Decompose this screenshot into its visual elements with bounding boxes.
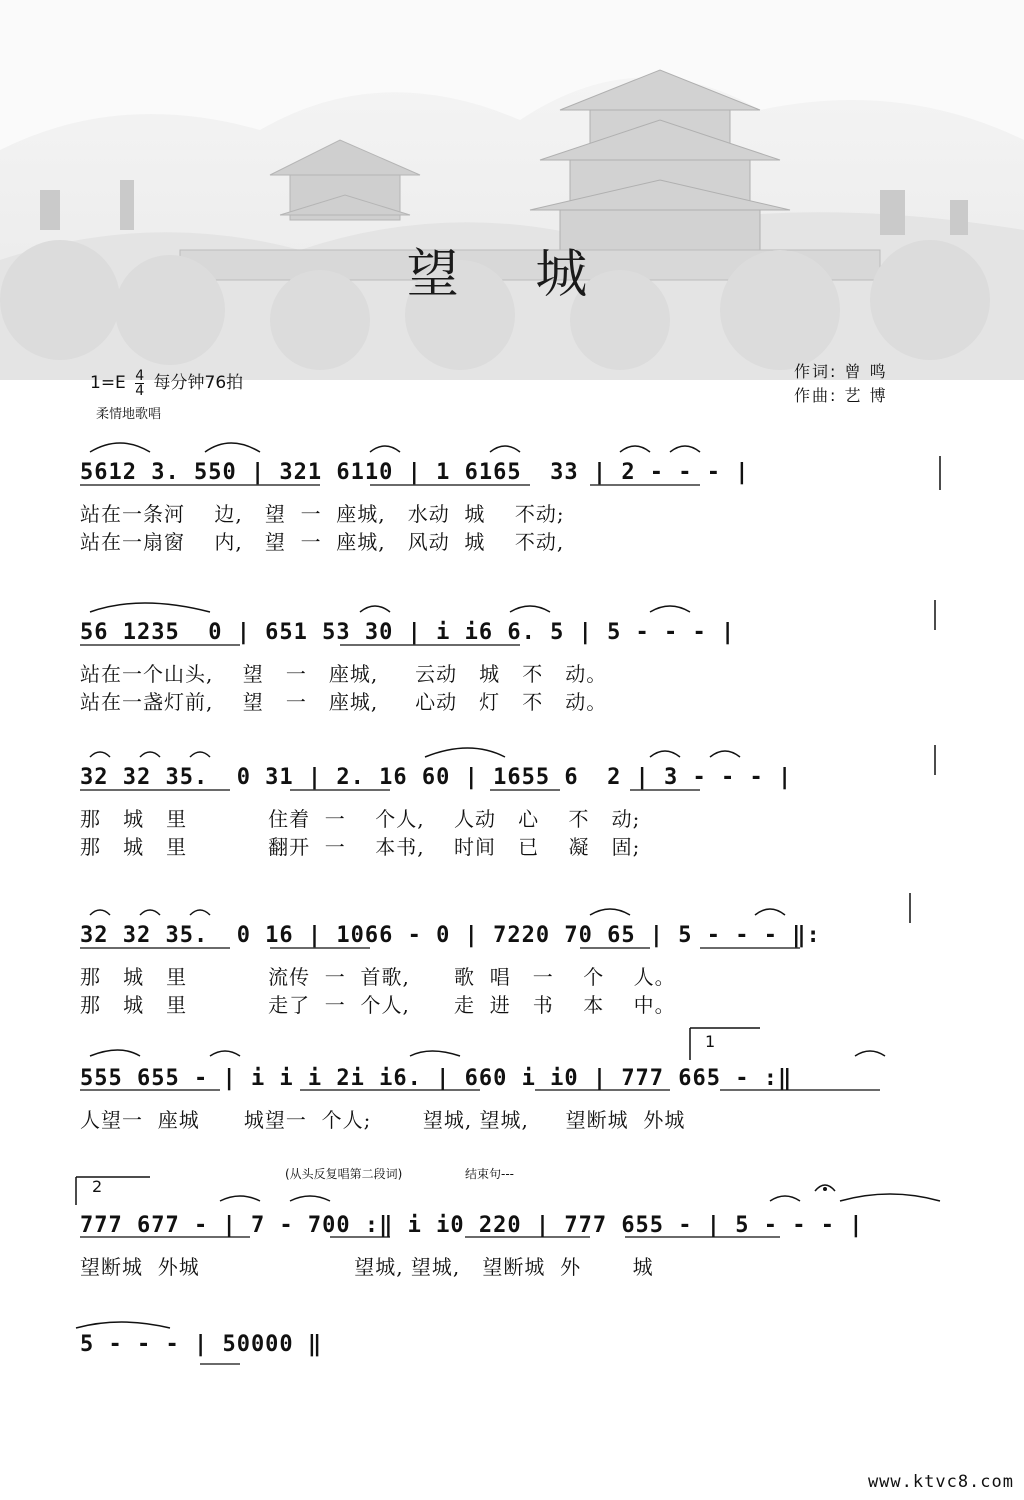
ending-phrase-label: 结束句--- <box>465 1167 514 1181</box>
row-1-lyric-verse-1: 站在一条河 边, 望 一 座城, 水动 城 不动; <box>80 502 565 526</box>
time-signature-bottom: 4 <box>135 382 145 399</box>
key-signature: 1=E <box>90 373 126 393</box>
row-4-lyric-verse-2: 那 城 里 走了 一 个人, 走 进 书 本 中。 <box>80 993 676 1017</box>
score-row-6 <box>80 1167 960 1295</box>
score-row-3 <box>80 745 960 865</box>
row-5-notes: 555 655 - | i i i 2i i6. | 660 i i0 | 777 665 - :‖ <box>80 1066 793 1091</box>
row-7-notes: 5 - - - | 50000 ‖ <box>80 1332 323 1357</box>
expression-marking: 柔情地歌唱 <box>96 407 162 422</box>
row-4-notes: 32 32 35. 0 16 | 1066 - 0 | 7220 70 65 | 5 - - - ‖: <box>80 923 821 948</box>
score-row-4 <box>80 903 960 1023</box>
score-row-2 <box>80 600 960 720</box>
row-6-notes: 777 677 - | 7 - 700 :‖ i i0 220 | 777 655 - | 5 - - - | <box>80 1213 864 1238</box>
row-3-lyric-verse-2: 那 城 里 翻开 一 本书, 时间 已 凝 固; <box>80 835 641 859</box>
row-2-lyric-verse-1: 站在一个山头, 望 一 座城, 云动 城 不 动。 <box>80 662 608 686</box>
row-6-lyric: 望断城 外城 望城, 望城, 望断城 外 城 <box>80 1255 654 1279</box>
score-row-7 <box>80 1320 960 1370</box>
score-row-5 <box>80 1032 960 1140</box>
composer: 作曲: 艺 博 <box>794 386 888 405</box>
time-signature-top: 4 <box>135 367 145 384</box>
tempo-marking: 每分钟76拍 <box>153 373 244 393</box>
volta-1-label: 1 <box>705 1032 716 1051</box>
score-row-1 <box>80 440 960 560</box>
lyricist: 作词: 曾 鸣 <box>794 362 888 381</box>
website-url: www.ktvc8.com <box>867 1472 1014 1492</box>
row-2-lyric-verse-2: 站在一盏灯前, 望 一 座城, 心动 灯 不 动。 <box>80 690 608 714</box>
key-tempo-line <box>90 368 243 398</box>
row-5-lyric: 人望一 座城 城望一 个人; 望城, 望城, 望断城 外城 <box>80 1108 686 1132</box>
row-6-slurs <box>80 1195 960 1295</box>
row-3-notes: 32 32 35. 0 31 | 2. 16 60 | 1655 6 2 | 3 - - - | <box>80 765 793 790</box>
row-4-lyric-verse-1: 那 城 里 流传 一 首歌, 歌 唱 一 个 人。 <box>80 965 676 989</box>
volta-2-label: 2 <box>92 1177 103 1196</box>
time-signature <box>135 369 144 398</box>
city-tower-illustration <box>0 0 1024 380</box>
row-1-notes: 5612 3. 550 | 321 6110 | 1 6165 33 | 2 - - - | <box>80 460 750 485</box>
row-2-notes: 56 1235 0 | 651 53 30 | i i6 6. 5 | 5 - - - | <box>80 620 736 645</box>
credits <box>794 360 888 408</box>
row-3-lyric-verse-1: 那 城 里 住着 一 个人, 人动 心 不 动; <box>80 807 641 831</box>
song-title: 望 城 <box>406 245 618 305</box>
repeat-instruction: (从头反复唱第二段词) <box>285 1167 403 1181</box>
row-1-lyric-verse-2: 站在一扇窗 内, 望 一 座城, 风动 城 不动, <box>80 530 565 554</box>
